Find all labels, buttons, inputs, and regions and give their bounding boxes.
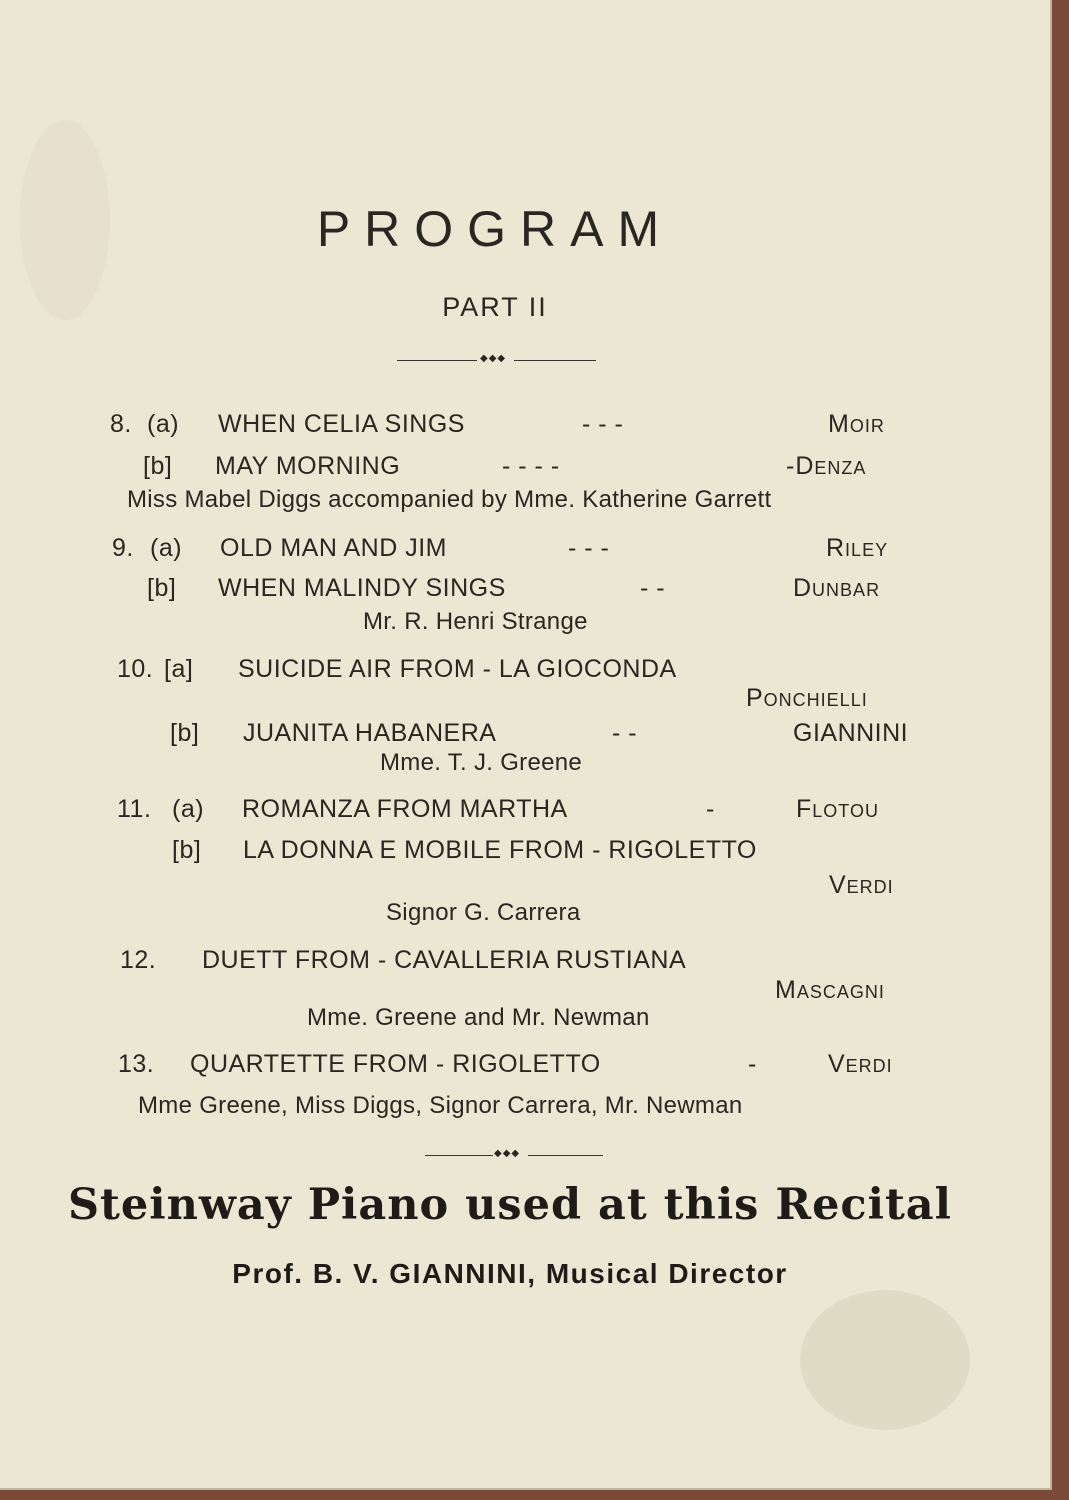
composer: -Denza (786, 452, 867, 480)
page-title: PROGRAM (316, 201, 674, 257)
item-mark: (a) (172, 795, 205, 823)
leader-dashes: - (706, 795, 715, 823)
divider-line-right (528, 1155, 603, 1156)
leader-dashes: - - (612, 719, 638, 747)
piece-title: WHEN CELIA SINGS (218, 410, 465, 438)
leader-dashes: - - - - (502, 452, 560, 480)
divider-line-left (397, 360, 477, 361)
performer: Mme. Greene and Mr. Newman (307, 1004, 650, 1031)
divider-line-left (425, 1155, 493, 1156)
divider-line-right (514, 360, 596, 361)
item-number: 13. (118, 1050, 155, 1078)
item-number: 8. (110, 410, 132, 438)
piece-title: LA DONNA E MOBILE FROM - RIGOLETTO (243, 836, 757, 864)
piece-title: ROMANZA FROM MARTHA (242, 795, 568, 823)
item-mark: (a) (147, 410, 180, 438)
composer: Verdi (828, 1050, 893, 1078)
page-subtitle: PART II (442, 292, 548, 322)
composer: Riley (826, 534, 889, 562)
paper-stain (800, 1290, 970, 1430)
composer: Verdi (829, 871, 894, 899)
piece-title: SUICIDE AIR FROM - LA GIOCONDA (238, 655, 677, 683)
performer: Mme. T. J. Greene (380, 749, 583, 776)
divider-ornament: ◆◆◆ (480, 353, 507, 364)
leader-dashes: - - - (582, 410, 624, 438)
item-number: 9. (112, 534, 134, 562)
composer: GIANNINI (793, 719, 909, 747)
piece-title: DUETT FROM - CAVALLERIA RUSTIANA (202, 946, 687, 974)
musical-director: Prof. B. V. GIANNINI, Musical Director (232, 1258, 788, 1289)
divider-ornament: ◆◆◆ (494, 1148, 521, 1159)
piece-title: QUARTETTE FROM - RIGOLETTO (190, 1050, 601, 1078)
item-mark: [a] (164, 655, 194, 683)
composer: Mascagni (775, 976, 885, 1004)
item-mark: [b] (170, 719, 200, 747)
piece-title: JUANITA HABANERA (243, 719, 497, 747)
item-number: 12. (120, 946, 157, 974)
piece-title: OLD MAN AND JIM (220, 534, 447, 562)
item-mark: (a) (150, 534, 183, 562)
item-mark: [b] (143, 452, 173, 480)
item-mark: [b] (147, 574, 177, 602)
piece-title: MAY MORNING (215, 452, 401, 480)
performer: Miss Mabel Diggs accompanied by Mme. Katherine Garrett (127, 486, 772, 513)
piece-title: WHEN MALINDY SINGS (218, 574, 506, 602)
performer: Signor G. Carrera (386, 899, 581, 926)
composer: Dunbar (793, 574, 881, 602)
item-mark: [b] (172, 836, 202, 864)
performer: Mr. R. Henri Strange (363, 608, 588, 635)
composer: Flotou (796, 795, 879, 823)
item-number: 11. (117, 795, 152, 823)
performer: Mme Greene, Miss Diggs, Signor Carrera, Mr. Newman (138, 1092, 743, 1119)
leader-dashes: - (748, 1050, 757, 1078)
leader-dashes: - - - (568, 534, 610, 562)
piano-note: Steinway Piano used at this Recital (67, 1180, 953, 1230)
composer: Moir (828, 410, 885, 438)
item-number: 10. (117, 655, 154, 683)
leader-dashes: - - (640, 574, 666, 602)
composer: Ponchielli (746, 684, 868, 712)
